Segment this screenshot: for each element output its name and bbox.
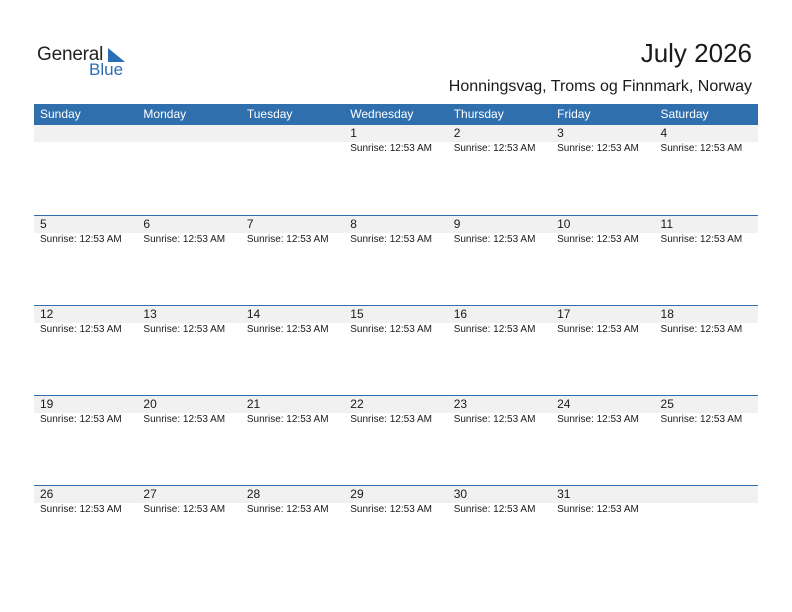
empty-day-cell [34,125,137,154]
sunrise-time: Sunrise: 12:53 AM [143,234,226,245]
day-cell [655,396,758,425]
day-cell [241,306,344,335]
sunrise-time: Sunrise: 12:53 AM [246,504,329,515]
day-cell [34,396,137,425]
sunrise-time: Sunrise: 12:53 AM [453,504,536,515]
day-number: 8 [350,217,357,231]
day-cell [34,306,137,335]
day-cell [655,125,758,154]
day-cell [137,216,240,245]
day-cell [551,216,654,245]
day-cell [241,486,344,515]
day-cell [448,306,551,335]
day-cell [241,396,344,425]
day-cell [551,125,654,154]
sunrise-time: Sunrise: 12:53 AM [660,234,743,245]
day-number: 17 [557,307,571,321]
logo-word-blue: Blue [89,60,124,79]
day-number: 20 [143,397,157,411]
sunrise-time: Sunrise: 12:53 AM [40,414,122,425]
day-number: 21 [246,397,261,411]
week-row [34,305,758,395]
day-cell [448,216,551,245]
sunrise-time: Sunrise: 12:53 AM [350,234,432,245]
sunrise-time: Sunrise: 12:53 AM [350,324,432,335]
day-number: 30 [453,487,468,501]
day-cell [241,216,344,245]
sunrise-time: Sunrise: 12:53 AM [350,414,432,425]
weekday-tuesday: Tuesday [246,107,293,121]
weekday-sunday: Sunday [40,107,81,121]
sunrise-time: Sunrise: 12:53 AM [143,414,226,425]
day-cell [551,486,654,515]
day-number: 27 [143,487,157,501]
day-number: 13 [143,307,157,321]
sunrise-time: Sunrise: 12:53 AM [40,234,122,245]
weekday-header [34,104,758,125]
weekday-thursday: Thursday [453,107,504,121]
day-number: 22 [350,397,364,411]
day-number: 26 [40,487,54,501]
location-subtitle: Honningsvag, Troms og Finnmark, Norway [448,78,752,95]
day-number: 14 [246,307,261,321]
day-cell [448,486,551,515]
day-number: 3 [557,126,564,140]
day-cell [344,125,447,154]
day-number: 11 [660,217,673,231]
sunrise-time: Sunrise: 12:53 AM [557,414,639,425]
sunrise-time: Sunrise: 12:53 AM [660,414,743,425]
day-number: 2 [453,126,461,140]
sunrise-time: Sunrise: 12:53 AM [557,324,639,335]
day-number: 29 [350,487,364,501]
day-number: 15 [350,307,364,321]
day-number: 4 [660,126,668,140]
sunrise-time: Sunrise: 12:53 AM [557,234,639,245]
sunrise-time: Sunrise: 12:53 AM [660,143,743,154]
day-cell [344,396,447,425]
day-cell [137,306,240,335]
week-row [34,485,758,575]
day-cell [344,306,447,335]
day-number: 7 [246,217,254,231]
day-cell [34,486,137,515]
sunrise-time: Sunrise: 12:53 AM [453,143,536,154]
sunrise-time: Sunrise: 12:53 AM [557,504,639,515]
sunrise-time: Sunrise: 12:53 AM [350,143,432,154]
logo [37,44,137,80]
sunrise-time: Sunrise: 12:53 AM [40,324,122,335]
logo-word-general: General [37,44,104,65]
weekday-monday: Monday [143,107,187,121]
day-number: 31 [557,487,571,501]
empty-day-cell [137,125,240,154]
sunrise-time: Sunrise: 12:53 AM [453,324,536,335]
sunrise-time: Sunrise: 12:53 AM [246,414,329,425]
day-cell [551,306,654,335]
sunrise-time: Sunrise: 12:53 AM [350,504,432,515]
calendar-grid [34,125,758,575]
day-number: 16 [453,307,468,321]
sunrise-time: Sunrise: 12:53 AM [453,234,536,245]
empty-day-cell [655,486,758,515]
weekday-saturday: Saturday [660,107,709,121]
weekday-wednesday: Wednesday [350,107,414,121]
day-cell [34,216,137,245]
day-number: 12 [40,307,54,321]
empty-day-cell [241,125,344,154]
day-number: 5 [40,217,47,231]
day-cell [137,486,240,515]
weekday-friday: Friday [557,107,591,121]
week-row [34,395,758,485]
sunrise-time: Sunrise: 12:53 AM [660,324,743,335]
day-number: 19 [40,397,54,411]
sunrise-time: Sunrise: 12:53 AM [143,324,226,335]
day-number: 23 [453,397,468,411]
page-title: July 2026 [640,38,752,68]
day-cell [551,396,654,425]
week-row [34,215,758,305]
day-cell [344,486,447,515]
day-number: 24 [557,397,571,411]
day-number: 9 [453,217,461,231]
day-cell [448,396,551,425]
sunrise-time: Sunrise: 12:53 AM [557,143,639,154]
day-number: 28 [246,487,261,501]
day-cell [137,396,240,425]
day-number: 18 [660,307,674,321]
day-number: 10 [557,217,571,231]
sunrise-time: Sunrise: 12:53 AM [40,504,122,515]
sunrise-time: Sunrise: 12:53 AM [246,234,329,245]
day-cell [655,216,758,245]
day-cell [448,125,551,154]
sunrise-time: Sunrise: 12:53 AM [246,324,329,335]
week-row [34,125,758,215]
day-number: 25 [660,397,674,411]
day-cell [344,216,447,245]
day-number: 1 [350,126,357,140]
sunrise-time: Sunrise: 12:53 AM [143,504,226,515]
day-number: 6 [143,217,151,231]
day-cell [655,306,758,335]
sunrise-time: Sunrise: 12:53 AM [453,414,536,425]
